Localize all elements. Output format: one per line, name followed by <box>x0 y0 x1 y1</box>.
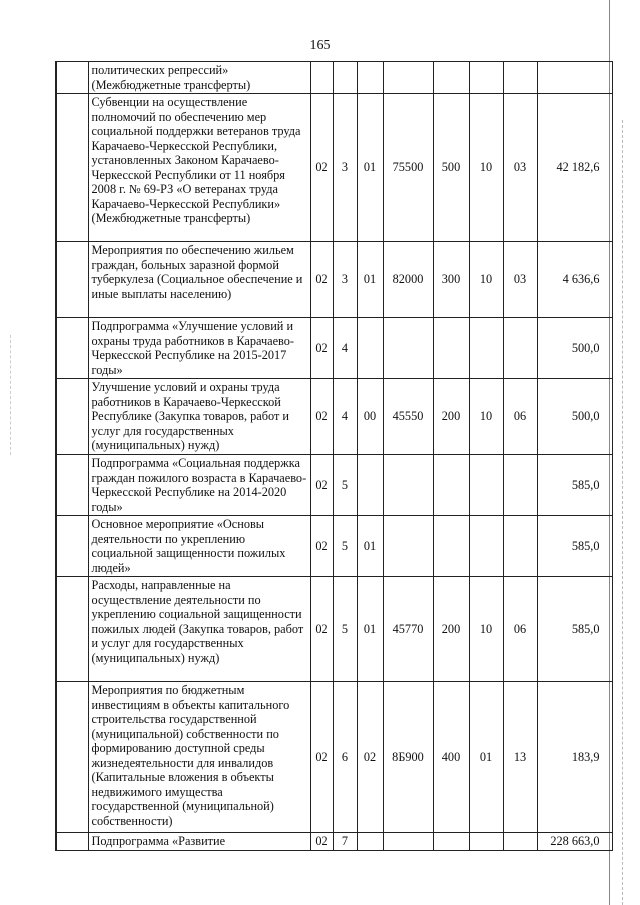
code-cell: 02 <box>310 318 333 379</box>
code-cell: 7 <box>333 833 357 851</box>
code-cell <box>433 318 469 379</box>
code-cell <box>503 62 537 94</box>
table-row <box>56 318 612 379</box>
table-row <box>56 577 612 682</box>
code-cell <box>383 833 433 851</box>
item-name: Подпрограмма «Улучшение условий и охраны труда работников в Карачаево-Черкесской Республике на 2015-2017 годы» <box>88 318 310 379</box>
code-cell <box>357 318 383 379</box>
code-cell: 01 <box>357 516 383 577</box>
scan-fold-line <box>622 120 623 905</box>
code-cell: 02 <box>357 682 383 833</box>
code-cell: 02 <box>310 94 333 242</box>
code-cell <box>433 516 469 577</box>
code-cell <box>469 455 503 516</box>
code-cell: 13 <box>503 682 537 833</box>
code-cell: 5 <box>333 455 357 516</box>
item-name: Подпрограмма «Социальная поддержка граждан пожилого возраста в Карачаево-Черкесской Республике на 2014-2020 годы» <box>88 455 310 516</box>
table-row <box>56 94 612 242</box>
code-cell: 02 <box>310 242 333 318</box>
item-name: Мероприятия по обеспечению жильем граждан, больных заразной формой туберкулеза (Социальное обеспечение и иные выплаты населению) <box>88 242 310 318</box>
code-cell: 400 <box>433 682 469 833</box>
code-cell: 03 <box>503 94 537 242</box>
table-row <box>56 242 612 318</box>
code-cell: 45770 <box>383 577 433 682</box>
table-row <box>56 379 612 455</box>
amount-cell <box>537 62 612 94</box>
code-cell <box>357 833 383 851</box>
amount-cell: 585,0 <box>537 516 612 577</box>
code-cell <box>503 318 537 379</box>
code-cell: 01 <box>357 242 383 318</box>
code-cell: 06 <box>503 379 537 455</box>
amount-cell: 500,0 <box>537 379 612 455</box>
code-cell <box>469 833 503 851</box>
table-row <box>56 455 612 516</box>
code-cell <box>433 455 469 516</box>
code-cell: 10 <box>469 379 503 455</box>
code-cell: 02 <box>310 577 333 682</box>
code-cell: 75500 <box>383 94 433 242</box>
blank-cell <box>56 242 88 318</box>
code-cell: 45550 <box>383 379 433 455</box>
code-cell <box>433 833 469 851</box>
code-cell <box>310 62 333 94</box>
blank-cell <box>56 94 88 242</box>
blank-cell <box>56 577 88 682</box>
code-cell: 500 <box>433 94 469 242</box>
code-cell <box>357 455 383 516</box>
code-cell: 06 <box>503 577 537 682</box>
item-name: политических репрессий» (Межбюджетные трансферты) <box>88 62 310 94</box>
code-cell: 02 <box>310 833 333 851</box>
code-cell: 8Б900 <box>383 682 433 833</box>
budget-table-grid <box>55 61 613 851</box>
code-cell <box>383 318 433 379</box>
code-cell <box>383 455 433 516</box>
item-name: Мероприятия по бюджетным инвестициям в объекты капитального строительства государственной (муниципальной) собственности по формированию доступной среды жизнедеятельности для инвалидов (Капитальные вложения в объекты недвижимого имущества государственной (муниципальной) собственности) <box>88 682 310 833</box>
code-cell <box>503 516 537 577</box>
amount-cell: 42 182,6 <box>537 94 612 242</box>
code-cell <box>357 62 383 94</box>
budget-table <box>55 61 611 851</box>
code-cell: 01 <box>469 682 503 833</box>
code-cell: 5 <box>333 516 357 577</box>
code-cell: 10 <box>469 242 503 318</box>
code-cell: 10 <box>469 577 503 682</box>
code-cell <box>503 455 537 516</box>
blank-cell <box>56 682 88 833</box>
table-row <box>56 682 612 833</box>
code-cell: 01 <box>357 94 383 242</box>
blank-cell <box>56 455 88 516</box>
code-cell: 5 <box>333 577 357 682</box>
item-name: Улучшение условий и охраны труда работников в Карачаево-Черкесской Республике (Закупка товаров, работ и услуг для государственных (муниципальных) нужд) <box>88 379 310 455</box>
amount-cell: 183,9 <box>537 682 612 833</box>
blank-cell <box>56 379 88 455</box>
item-name: Основное мероприятие «Основы деятельности по укреплению социальной защищенности пожилых людей» <box>88 516 310 577</box>
code-cell: 02 <box>310 516 333 577</box>
code-cell: 3 <box>333 94 357 242</box>
amount-cell: 228 663,0 <box>537 833 612 851</box>
code-cell: 6 <box>333 682 357 833</box>
code-cell: 300 <box>433 242 469 318</box>
code-cell: 3 <box>333 242 357 318</box>
code-cell: 200 <box>433 577 469 682</box>
code-cell <box>383 62 433 94</box>
item-name: Расходы, направленные на осуществление деятельности по укреплению социальной защищенности пожилых людей (Закупка товаров, работ и услуг для государственных (муниципальных) нужд) <box>88 577 310 682</box>
code-cell: 10 <box>469 94 503 242</box>
scan-artifact-line <box>10 335 11 455</box>
code-cell: 4 <box>333 318 357 379</box>
code-cell: 02 <box>310 379 333 455</box>
code-cell <box>469 62 503 94</box>
code-cell: 01 <box>357 577 383 682</box>
code-cell: 00 <box>357 379 383 455</box>
code-cell <box>469 516 503 577</box>
table-row <box>56 62 612 94</box>
table-row <box>56 516 612 577</box>
amount-cell: 500,0 <box>537 318 612 379</box>
amount-cell: 585,0 <box>537 455 612 516</box>
item-name: Субвенции на осуществление полномочий по обеспечению мер социальной поддержки ветеранов труда Карачаево-Черкесской Республики, установленных Законом Карачаево-Черкесской Республики от 11 ноября 2008 г. № 69-РЗ «О ветеранах труда Карачаево-Черкесской Республики» (Межбюджетные трансферты) <box>88 94 310 242</box>
code-cell: 02 <box>310 682 333 833</box>
code-cell <box>503 833 537 851</box>
code-cell <box>469 318 503 379</box>
code-cell: 03 <box>503 242 537 318</box>
code-cell: 82000 <box>383 242 433 318</box>
code-cell <box>383 516 433 577</box>
item-name: Подпрограмма «Развитие <box>88 833 310 851</box>
blank-cell <box>56 516 88 577</box>
code-cell: 200 <box>433 379 469 455</box>
page-number: 165 <box>309 38 331 53</box>
code-cell: 02 <box>310 455 333 516</box>
code-cell <box>333 62 357 94</box>
code-cell: 4 <box>333 379 357 455</box>
blank-cell <box>56 62 88 94</box>
amount-cell: 585,0 <box>537 577 612 682</box>
table-row <box>56 833 612 851</box>
blank-cell <box>56 833 88 851</box>
code-cell <box>433 62 469 94</box>
blank-cell <box>56 318 88 379</box>
amount-cell: 4 636,6 <box>537 242 612 318</box>
